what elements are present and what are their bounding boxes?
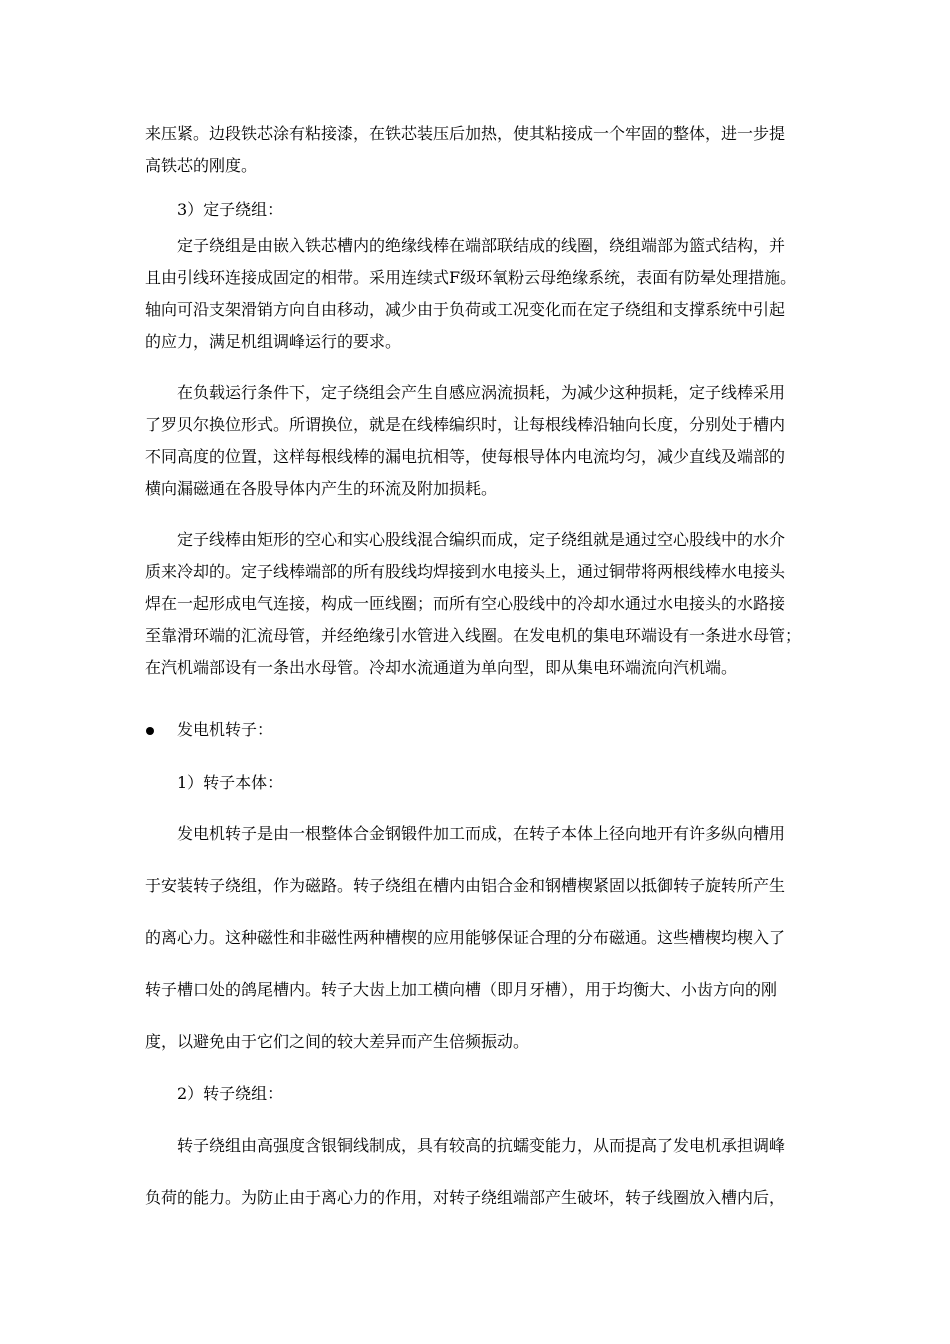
paragraph-line: 的应力，满足机组调峰运行的要求。 xyxy=(145,332,402,351)
paragraph-line: 且由引线环连接成固定的相带。采用连续式F级环氧粉云母绝缘系统，表面有防晕处理措施。 xyxy=(145,268,797,287)
paragraph-line: 定子绕组是由嵌入铁芯槽内的绝缘线棒在端部联结成的线圈，绕组端部为篮式结构，并 xyxy=(177,236,786,255)
bullet-heading: 发电机转子： xyxy=(177,720,274,739)
paragraph-line: 了罗贝尔换位形式。所谓换位，就是在线棒编织时，让每根线棒沿轴向长度，分别处于槽内 xyxy=(145,415,786,434)
paragraph-line: 定子线棒由矩形的空心和实心股线混合编织而成，定子绕组就是通过空心股线中的水介 xyxy=(177,530,786,549)
section-heading: 1）转子本体： xyxy=(177,773,284,792)
section-heading: 2）转子绕组： xyxy=(177,1084,284,1103)
paragraph-line: 在汽机端部设有一条出水母管。冷却水流通道为单向型，即从集电环端流向汽机端。 xyxy=(145,658,738,677)
paragraph-line: 质来冷却的。定子线棒端部的所有股线均焊接到水电接头上，通过铜带将两根线棒水电接头 xyxy=(145,562,786,581)
paragraph-line: 转子绕组由高强度含银铜线制成，具有较高的抗蠕变能力，从而提高了发电机承担调峰 xyxy=(177,1136,786,1155)
paragraph-line: 发电机转子是由一根整体合金钢锻件加工而成，在转子本体上径向地开有许多纵向槽用 xyxy=(177,824,786,843)
paragraph-line: 轴向可沿支架滑销方向自由移动，减少由于负荷或工况变化而在定子绕组和支撑系统中引起 xyxy=(145,300,786,319)
paragraph-line: 于安装转子绕组，作为磁路。转子绕组在槽内由铝合金和钢槽楔紧固以抵御转子旋转所产生 xyxy=(145,876,786,895)
bullet-icon xyxy=(146,727,154,735)
paragraph-line: 在负载运行条件下，定子绕组会产生自感应涡流损耗，为减少这种损耗，定子线棒采用 xyxy=(177,383,786,402)
paragraph-line: 转子槽口处的鸽尾槽内。转子大齿上加工横向槽（即月牙槽），用于均衡大、小齿方向的刚 xyxy=(145,980,778,999)
paragraph-line: 至靠滑环端的汇流母管，并经绝缘引水管进入线圈。在发电机的集电环端设有一条进水母管； xyxy=(145,626,802,645)
paragraph-line: 焊在一起形成电气连接，构成一匝线圈；而所有空心股线中的冷却水通过水电接头的水路接 xyxy=(145,594,786,613)
section-heading: 3）定子绕组： xyxy=(177,200,284,219)
paragraph-line: 高铁芯的刚度。 xyxy=(145,156,258,175)
paragraph-line: 度，以避免由于它们之间的较大差异而产生倍频振动。 xyxy=(145,1032,530,1051)
paragraph-line: 不同高度的位置，这样每根线棒的漏电抗相等，使每根导体内电流均匀，减少直线及端部的 xyxy=(145,447,786,466)
paragraph-line: 的离心力。这种磁性和非磁性两种槽楔的应用能够保证合理的分布磁通。这些槽楔均楔入了 xyxy=(145,928,786,947)
paragraph-line: 来压紧。边段铁芯涂有粘接漆，在铁芯装压后加热，使其粘接成一个牢固的整体，进一步提 xyxy=(145,124,786,143)
paragraph-line: 负荷的能力。为防止由于离心力的作用，对转子绕组端部产生破坏，转子线圈放入槽内后， xyxy=(145,1188,786,1207)
paragraph-line: 横向漏磁通在各股导体内产生的环流及附加损耗。 xyxy=(145,479,498,498)
